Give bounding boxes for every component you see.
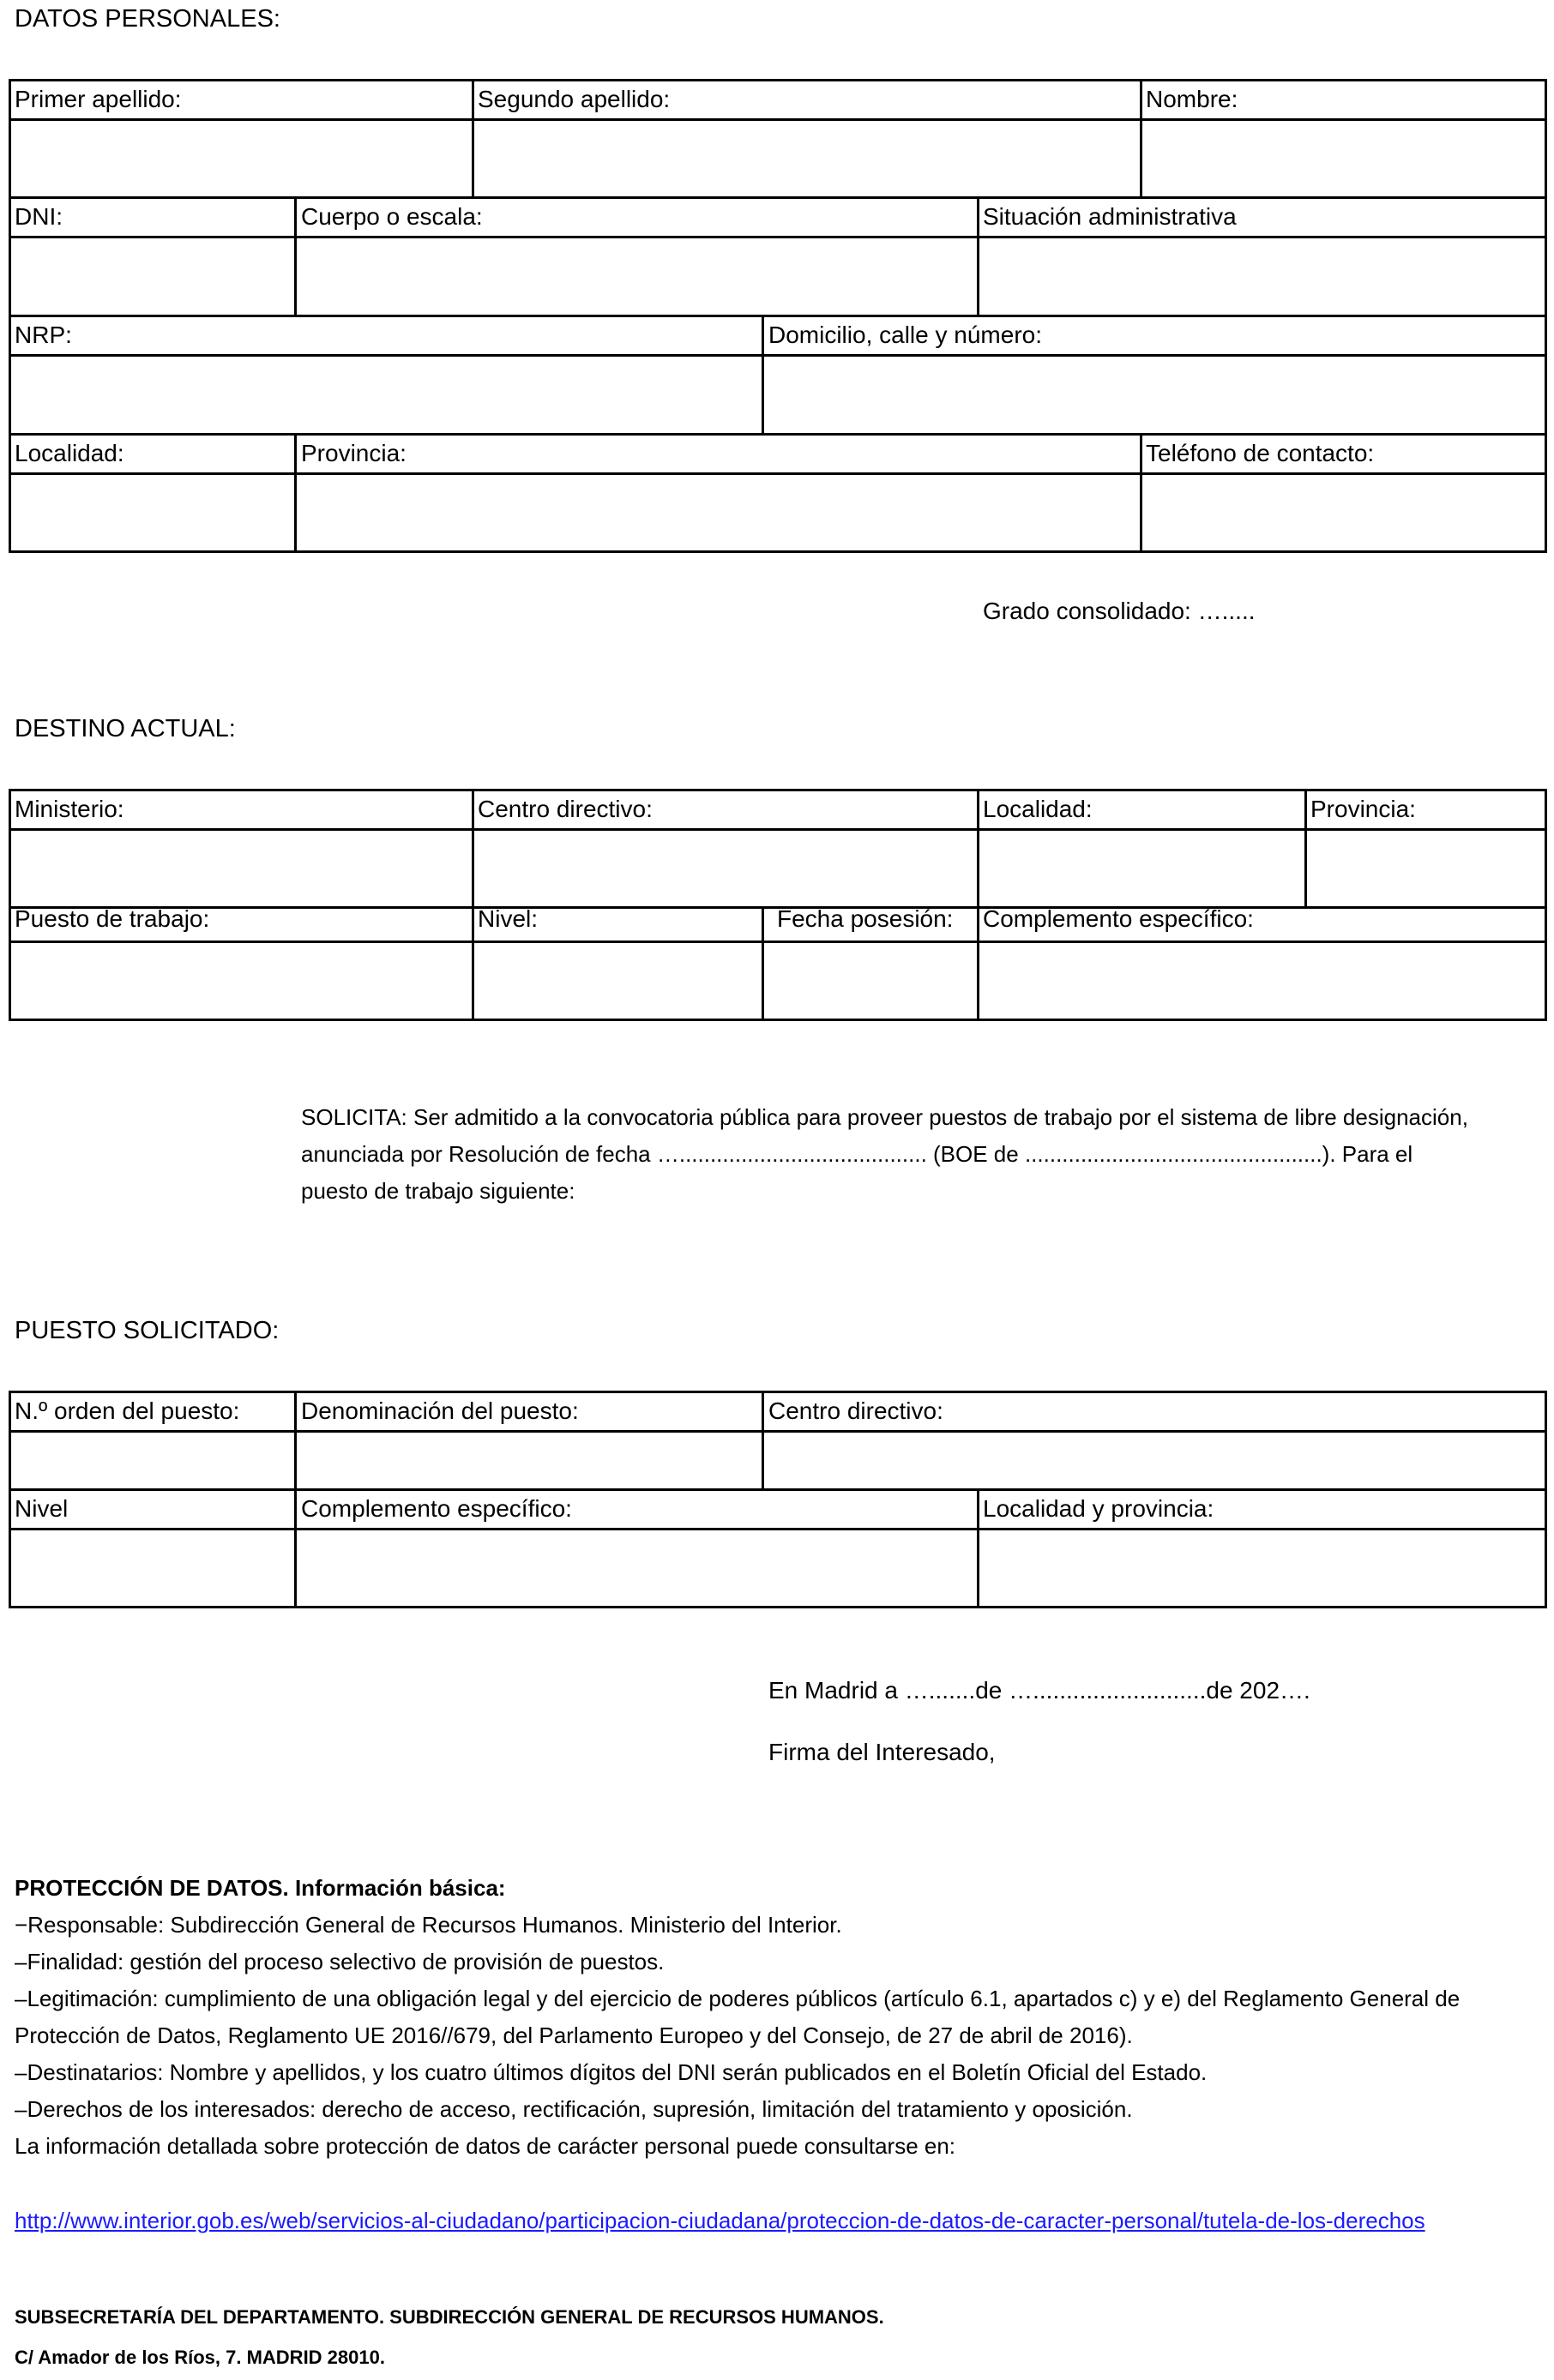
dni-label: DNI:	[15, 203, 63, 230]
footer-address: C/ Amador de los Ríos, 7. MADRID 28010.	[15, 2347, 385, 2368]
ministerio-label: Ministerio:	[15, 796, 124, 822]
solicita-line-1: SOLICITA: Ser admitido a la convocatoria pública para proveer puestos de trabajo por el sistema de libre designación,	[301, 1104, 1468, 1130]
denominacion-puesto-label: Denominación del puesto:	[301, 1397, 579, 1424]
puesto-centro-directivo-label: Centro directivo:	[768, 1397, 943, 1424]
proteccion-datos-title: PROTECCIÓN DE DATOS. Información básica:	[15, 1875, 506, 1901]
centro-directivo-field[interactable]	[474, 831, 977, 906]
primer-apellido-label: Primer apellido:	[15, 86, 182, 112]
legitimacion-text-1: –Legitimación: cumplimiento de una obligación legal y del ejercicio de poderes públicos (artículo 6.1, apartados c) y e) del Reglamento General de	[15, 1986, 1461, 2011]
destino-actual-title: DESTINO ACTUAL:	[15, 715, 236, 742]
localidad-provincia-field[interactable]	[979, 1530, 1545, 1606]
solicita-line-3: puesto de trabajo siguiente:	[301, 1178, 575, 1204]
nivel-field[interactable]	[474, 943, 762, 1019]
situacion-administrativa-field[interactable]	[979, 238, 1545, 315]
destino-localidad-field[interactable]	[979, 831, 1304, 906]
nivel-label: Nivel:	[478, 905, 539, 932]
proteccion-datos-link[interactable]: http://www.interior.gob.es/web/servicios-al-ciudadano/participacion-ciudadana/proteccion-de-datos-de-caracter-personal/tutela-de-los-derechos	[15, 2208, 1425, 2233]
lugar-fecha[interactable]: En Madrid a ….......de …..........................de 202….	[768, 1677, 1310, 1704]
puesto-trabajo-field[interactable]	[11, 943, 472, 1019]
domicilio-label: Domicilio, calle y número:	[768, 322, 1042, 348]
derechos-text: –Derechos de los interesados: derecho de acceso, rectificación, supresión, limitación del tratamiento y oposición.	[15, 2096, 1133, 2122]
numero-orden-label: N.º orden del puesto:	[15, 1397, 240, 1424]
destino-provincia-field[interactable]	[1307, 831, 1545, 906]
segundo-apellido-label: Segundo apellido:	[478, 86, 671, 112]
telefono-field[interactable]	[1142, 475, 1545, 550]
numero-orden-field[interactable]	[11, 1433, 294, 1488]
destino-provincia-label: Provincia:	[1310, 796, 1416, 822]
nrp-label: NRP:	[15, 322, 72, 348]
segundo-apellido-field[interactable]	[474, 121, 1140, 196]
situacion-administrativa-label: Situación administrativa	[983, 203, 1237, 230]
localidad-provincia-label: Localidad y provincia:	[983, 1495, 1214, 1522]
domicilio-field[interactable]	[764, 357, 1545, 433]
nombre-label: Nombre:	[1146, 86, 1238, 112]
complemento-especifico-field[interactable]	[979, 943, 1545, 1019]
finalidad-text: –Finalidad: gestión del proceso selectivo de provisión de puestos.	[15, 1949, 665, 1974]
denominacion-puesto-field[interactable]	[297, 1433, 762, 1488]
proteccion-datos-section	[15, 1870, 1460, 2165]
cuerpo-escala-label: Cuerpo o escala:	[301, 203, 483, 230]
puesto-complemento-field[interactable]	[297, 1530, 977, 1606]
provincia-label: Provincia:	[301, 440, 407, 466]
puesto-complemento-label: Complemento específico:	[301, 1495, 572, 1522]
dni-field[interactable]	[11, 238, 294, 315]
cuerpo-escala-field[interactable]	[297, 238, 977, 315]
mas-informacion-text: La información detallada sobre protección de datos de carácter personal puede consultarse en:	[15, 2133, 956, 2159]
solicita-paragraph	[301, 1099, 1545, 1210]
fecha-posesion-label: Fecha posesión:	[777, 905, 954, 932]
firma-interesado: Firma del Interesado,	[768, 1739, 996, 1765]
primer-apellido-field[interactable]	[11, 121, 472, 196]
fecha-posesion-field[interactable]	[764, 943, 977, 1019]
telefono-label: Teléfono de contacto:	[1146, 440, 1375, 466]
puesto-nivel-label: Nivel	[15, 1495, 69, 1522]
localidad-field[interactable]	[11, 475, 294, 550]
puesto-centro-directivo-field[interactable]	[764, 1433, 1545, 1488]
solicita-line-2: anunciada por Resolución de fecha …........................................ (BOE de ................................................). Para el	[301, 1141, 1413, 1167]
responsable-text: −Responsable: Subdirección General de Recursos Humanos. Ministerio del Interior.	[15, 1912, 842, 1938]
destinatarios-text: –Destinatarios: Nombre y apellidos, y los cuatro últimos dígitos del DNI serán publicados en el Boletín Oficial del Estado.	[15, 2059, 1208, 2085]
puesto-solicitado-title: PUESTO SOLICITADO:	[15, 1317, 280, 1344]
footer-department: SUBSECRETARÍA DEL DEPARTAMENTO. SUBDIRECCIÓN GENERAL DE RECURSOS HUMANOS.	[15, 2306, 884, 2328]
provincia-field[interactable]	[297, 475, 1140, 550]
puesto-trabajo-label: Puesto de trabajo:	[15, 905, 210, 932]
datos-personales-title: DATOS PERSONALES:	[15, 5, 280, 33]
nombre-field[interactable]	[1142, 121, 1545, 196]
localidad-label: Localidad:	[15, 440, 124, 466]
destino-localidad-label: Localidad:	[983, 796, 1093, 822]
puesto-nivel-field[interactable]	[11, 1530, 294, 1606]
nrp-field[interactable]	[11, 357, 762, 433]
complemento-especifico-label: Complemento específico:	[983, 905, 1254, 932]
ministerio-field[interactable]	[11, 831, 472, 906]
centro-directivo-label: Centro directivo:	[478, 796, 653, 822]
grado-consolidado[interactable]: Grado consolidado: ….....	[983, 598, 1256, 624]
legitimacion-text-2: Protección de Datos, Reglamento UE 2016//679, del Parlamento Europeo y del Consejo, de 27 de abril de 2016).	[15, 2022, 1133, 2048]
